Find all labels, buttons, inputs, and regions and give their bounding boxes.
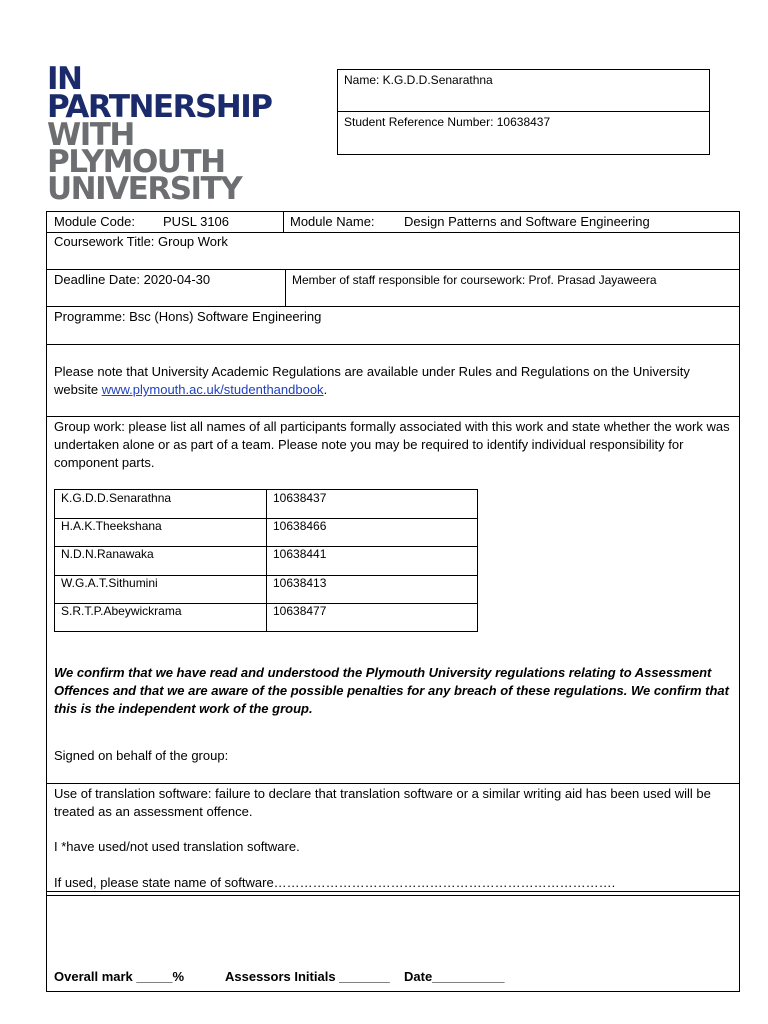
logo-line-plymouth: PLYMOUTH — [47, 144, 225, 180]
logo-line-in: IN — [47, 61, 82, 97]
confirmation-statement: We confirm that we have read and understood the Plymouth University regulations relating to Assessment Offences and that we are aware of the possible penalties for any breach of these regulations. We confirm that this is the independent work of the group. — [54, 665, 729, 716]
member-name: W.G.A.T.Sithumini — [61, 576, 158, 590]
member-name: N.D.N.Ranawaka — [61, 547, 154, 561]
coursework-title: Coursework Title: Group Work — [54, 234, 228, 249]
overall-mark: Overall mark _____% — [54, 969, 185, 984]
staff-responsible: Member of staff responsible for coursework: Prof. Prasad Jayaweera — [292, 273, 657, 287]
student-reference-number: Student Reference Number: 10638437 — [344, 115, 551, 129]
column-divider — [285, 269, 286, 306]
member-name: S.R.T.P.Abeywickrama — [61, 604, 182, 618]
assessment-date: Date__________ — [404, 969, 505, 984]
student-name: Name: K.G.D.D.Senarathna — [344, 73, 493, 87]
programme: Programme: Bsc (Hons) Software Engineering — [54, 309, 322, 324]
regulations-text: Please note that University Academic Regulations are available under Rules and Regulations on the University website — [54, 364, 690, 397]
logo-line-partnership: PARTNERSHIP — [47, 89, 272, 125]
translation-notice: Use of translation software: failure to declare that translation software or a similar writing aid has been used will be treated as an assessment offence. — [54, 786, 711, 819]
assessors-initials: Assessors Initials _______ — [225, 969, 390, 984]
logo-line-university: UNIVERSITY — [47, 171, 242, 207]
row-divider — [46, 344, 740, 345]
row-divider — [46, 783, 740, 784]
student-info-divider — [337, 111, 710, 112]
row-divider — [46, 895, 740, 896]
member-id: 10638466 — [273, 519, 327, 533]
software-name-field: If used, please state name of software……………………………………………………………………. — [54, 875, 616, 890]
translation-used-statement: I *have used/not used translation software. — [54, 839, 300, 854]
member-id: 10638477 — [273, 604, 327, 618]
row-divider — [46, 306, 740, 307]
module-code-label: Module Code: — [54, 214, 135, 229]
members-table-column-divider — [266, 489, 267, 632]
module-name-label: Module Name: — [290, 214, 375, 229]
member-name: K.G.D.D.Senarathna — [61, 491, 172, 505]
member-id: 10638413 — [273, 576, 327, 590]
group-work-notice: Group work: please list all names of all participants formally associated with this work and state whether the work was undertaken alone or as part of a team. Please note you may be required to identify individual responsibility for component parts. — [54, 419, 730, 470]
row-divider — [46, 416, 740, 417]
member-id: 10638441 — [273, 547, 327, 561]
logo-line-with: WITH — [47, 117, 134, 153]
regulations-end: . — [323, 382, 328, 397]
column-divider — [283, 211, 284, 232]
student-handbook-link[interactable]: www.plymouth.ac.uk/studenthandbook — [101, 382, 324, 397]
module-name: Design Patterns and Software Engineering — [404, 214, 650, 229]
member-id: 10638437 — [273, 491, 327, 505]
regulations-notice — [54, 363, 734, 399]
signed-on-behalf: Signed on behalf of the group: — [54, 748, 229, 763]
module-code: PUSL 3106 — [163, 214, 230, 229]
deadline-date: Deadline Date: 2020-04-30 — [54, 272, 211, 287]
row-divider — [46, 269, 740, 270]
member-name: H.A.K.Theekshana — [61, 519, 162, 533]
